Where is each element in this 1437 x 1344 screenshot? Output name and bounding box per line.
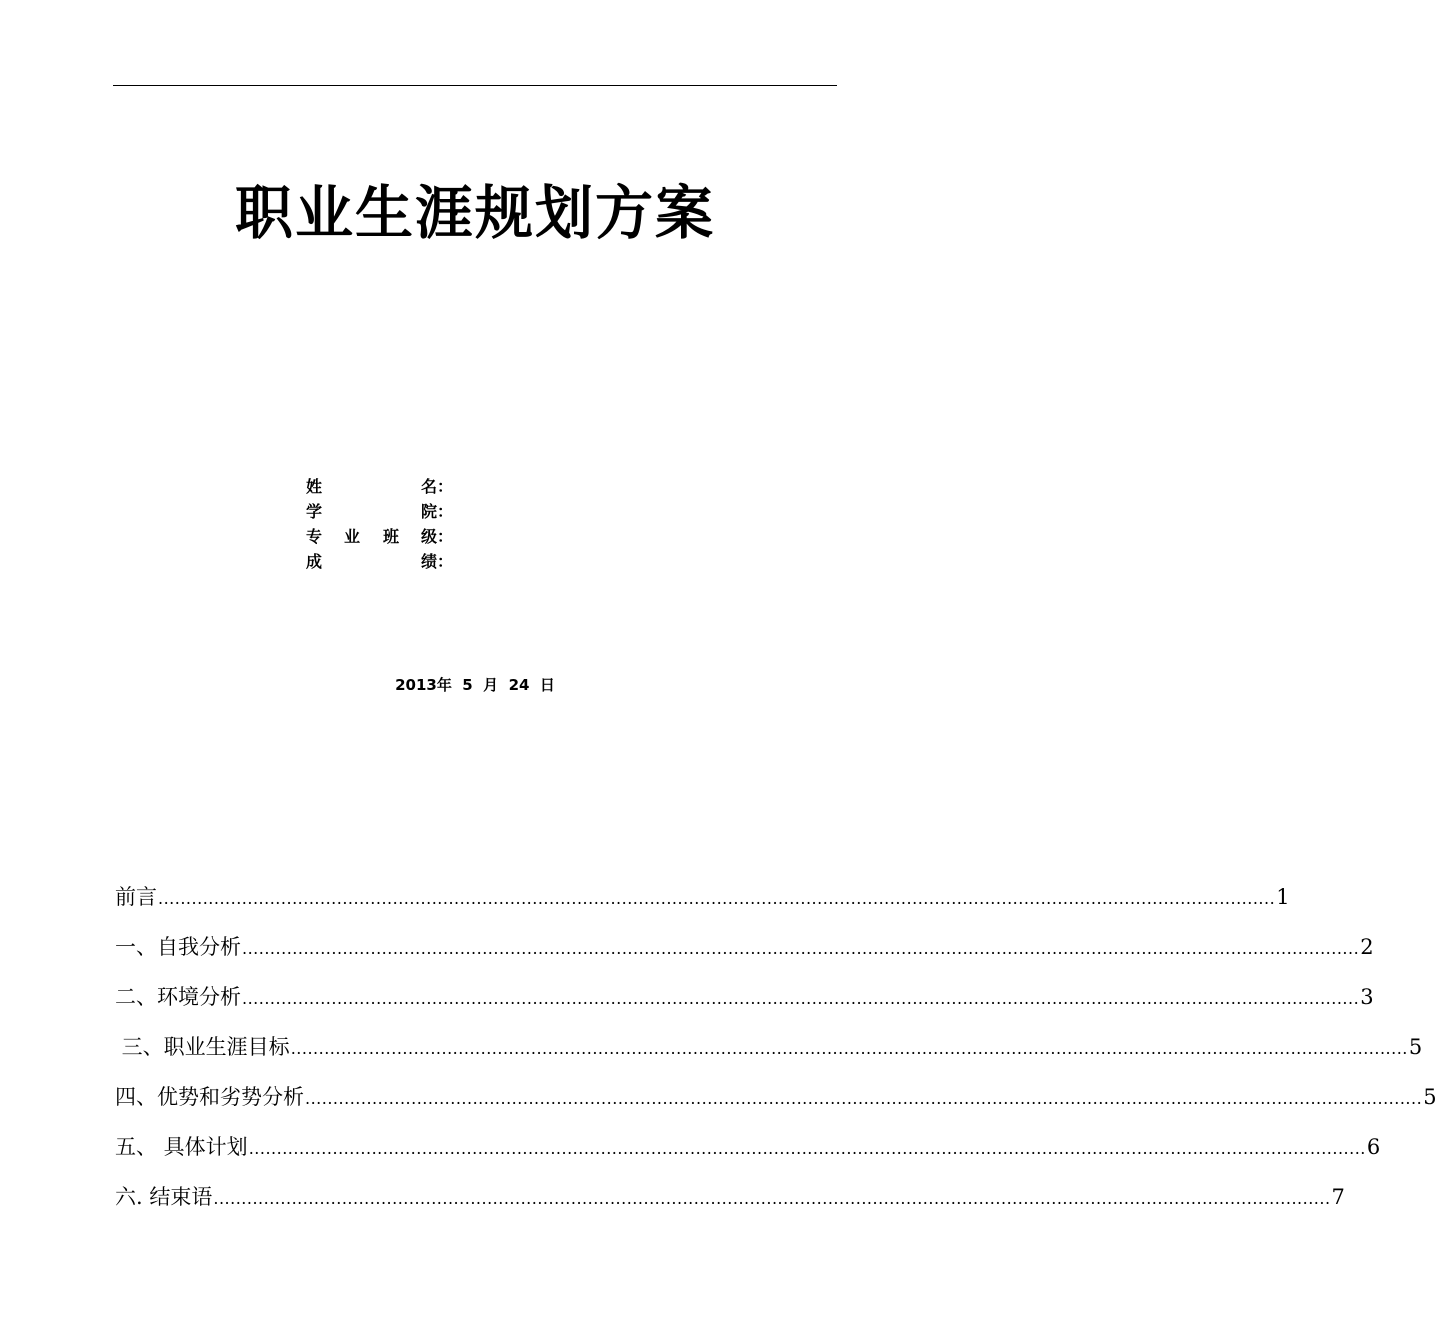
info-char: 业: [344, 527, 361, 546]
info-char: 级：: [421, 527, 454, 546]
toc-item-label: 六. 结束语: [115, 1185, 213, 1209]
toc-item[interactable]: [115, 980, 1374, 1030]
toc-dot-leader: ........................................................................................................................................................................................................: [290, 1039, 1408, 1058]
toc-dot-leader: ........................................................................................................................................................................................................: [242, 939, 1360, 958]
document-date: 2013年 5 月 24 日: [395, 676, 555, 694]
toc-dot-leader: ........................................................................................................................................................................................................: [248, 1139, 1366, 1158]
info-char: 学: [306, 502, 323, 521]
info-char: 专: [306, 527, 323, 546]
toc-item[interactable]: [115, 1130, 1381, 1180]
info-char: 姓: [306, 477, 323, 496]
info-char: 名：: [421, 477, 454, 496]
table-of-contents: [115, 880, 1437, 1230]
toc-dot-leader: ........................................................................................................................................................................................................: [305, 1089, 1423, 1108]
info-char: 成: [306, 552, 323, 571]
toc-dot-leader: ........................................................................................................................................................................................................: [242, 989, 1360, 1008]
toc-item[interactable]: [115, 1180, 1345, 1230]
toc-item-label: 四、优势和劣势分析: [115, 1085, 304, 1109]
toc-item-page: 3: [1360, 985, 1374, 1009]
info-char: 绩：: [421, 552, 454, 571]
toc-item-label: 一、自我分析: [115, 935, 241, 959]
toc-item-label: 三、职业生涯目标: [115, 1035, 290, 1059]
toc-item-label: 前言: [115, 885, 157, 909]
toc-item-page: 5: [1423, 1085, 1437, 1109]
toc-item[interactable]: [115, 1030, 1423, 1080]
toc-item-page: 7: [1331, 1185, 1345, 1209]
toc-item-page: 1: [1276, 885, 1290, 909]
toc-item-page: 2: [1360, 935, 1374, 959]
toc-item[interactable]: [115, 880, 1290, 930]
toc-item-label: 五、 具体计划: [115, 1135, 248, 1159]
info-char: 院：: [421, 502, 454, 521]
toc-item[interactable]: [115, 1080, 1437, 1130]
toc-dot-leader: ........................................................................................................................................................................................................: [158, 889, 1276, 908]
toc-item[interactable]: [115, 930, 1374, 980]
toc-item-page: 5: [1408, 1035, 1423, 1059]
toc-dot-leader: ........................................................................................................................................................................................................: [213, 1189, 1331, 1208]
header-rule: [113, 85, 837, 86]
toc-item-page: 6: [1366, 1135, 1381, 1159]
info-char: 班: [383, 527, 400, 546]
toc-item-label: 二、环境分析: [115, 985, 241, 1009]
document-title: 职业生涯规划方案: [234, 179, 715, 247]
